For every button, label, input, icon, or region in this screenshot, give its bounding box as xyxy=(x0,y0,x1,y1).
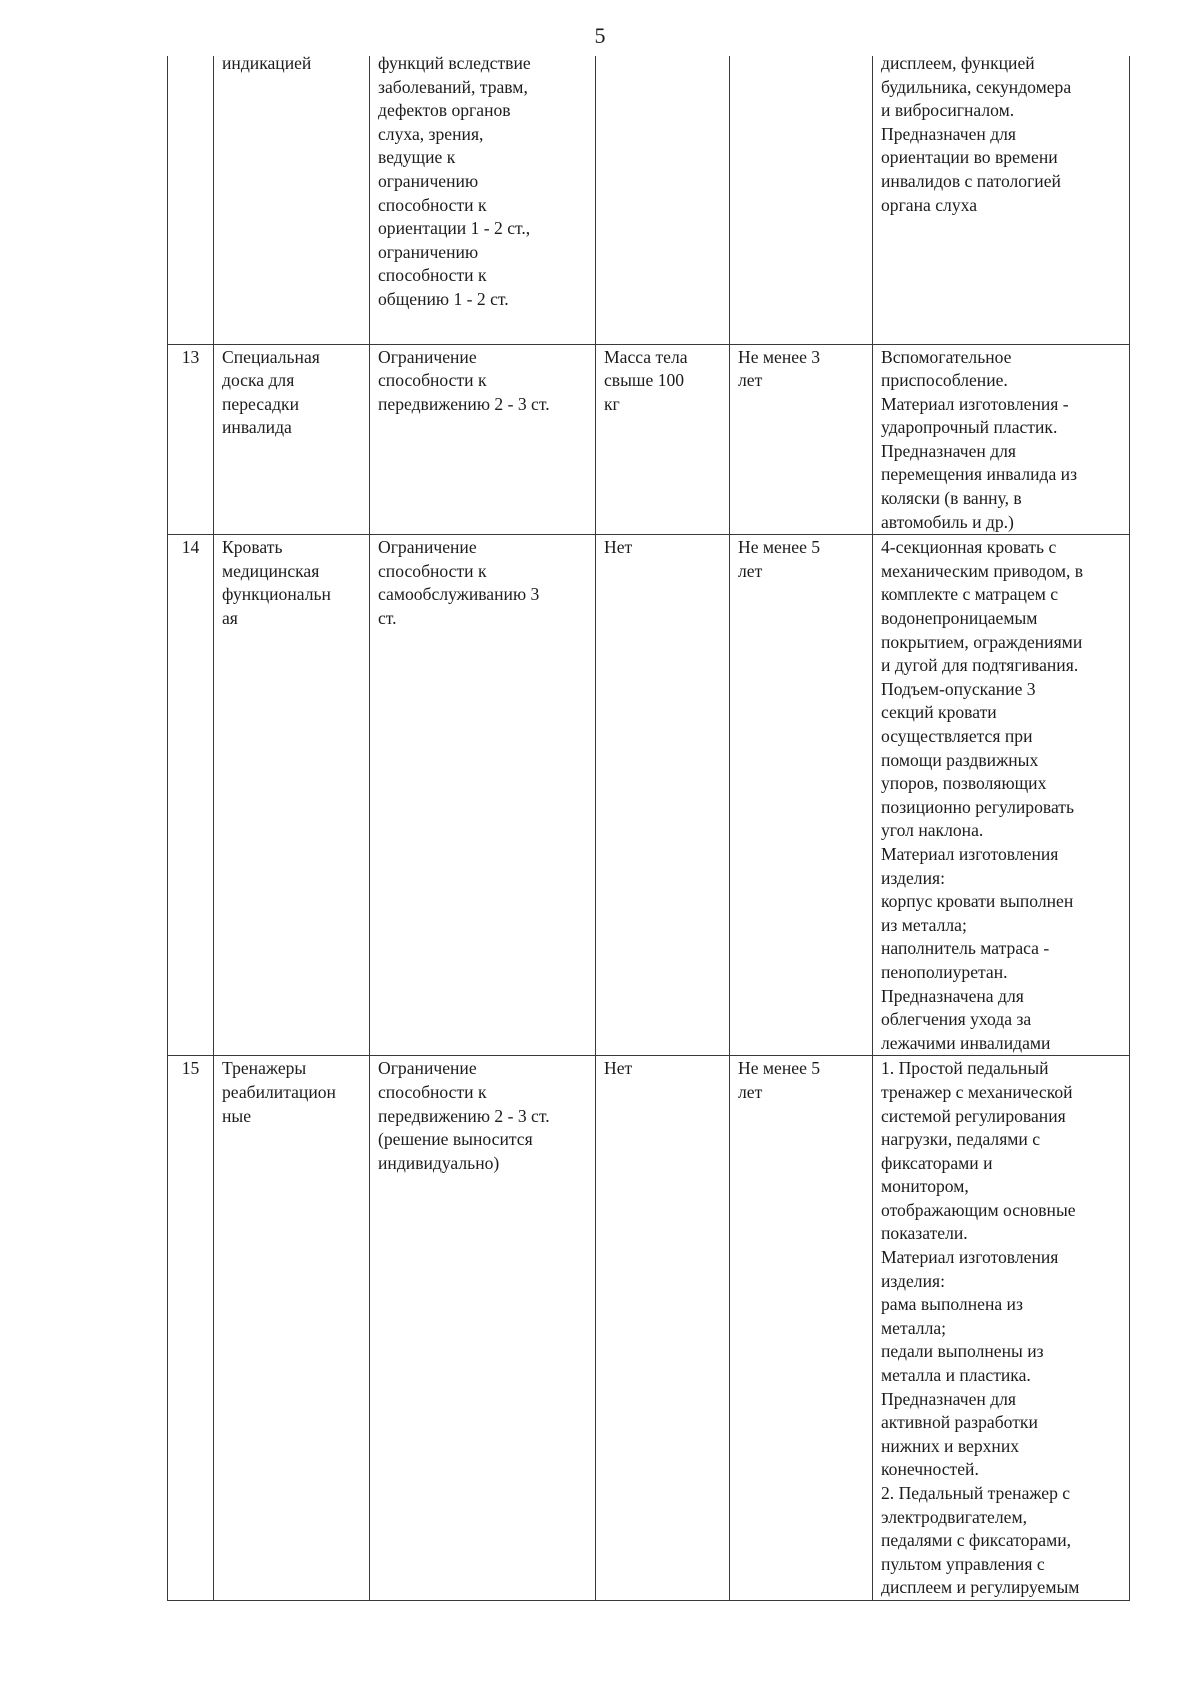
page-number: 5 xyxy=(594,23,606,48)
description-cell xyxy=(873,1056,1130,1601)
contraindications-text: Нет xyxy=(604,537,633,558)
usage-term-text: Не менее 5 лет xyxy=(738,1058,821,1102)
row-number-cell xyxy=(168,535,214,1056)
indications-cell xyxy=(370,1056,596,1601)
usage-term-cell xyxy=(730,1056,873,1601)
contraindications-cell xyxy=(596,56,730,344)
description-cell xyxy=(873,535,1130,1056)
usage-term-cell xyxy=(730,344,873,535)
contraindications-text: Нет xyxy=(604,1058,633,1079)
description-text: 4-секционная кровать с механическим приводом, в комплекте с матрацем с водонепроницаемым покрытием, ограждениями и дугой для подтягивания. Подъем-опускание 3 секций кровати осуществляется при помощи раздвижных упоров, позволяющих позиционно регулировать угол наклона. Материал изготовления изделия: корпус кровати выполнен из металла; наполнитель матраса - пенополиуретан. Предназначена для облегчения ухода за лежачими инвалидами xyxy=(881,537,1084,1053)
table-row xyxy=(168,344,1130,535)
description-text: дисплеем, функцией будильника, секундомера и вибросигналом. Предназначен для ориентации во времени инвалидов с патологией органа слуха xyxy=(881,56,1072,215)
table-row xyxy=(168,56,1130,344)
usage-term-text: Не менее 5 лет xyxy=(738,537,821,581)
row-number-cell xyxy=(168,56,214,344)
description-cell xyxy=(873,56,1130,344)
contraindications-text: Масса тела свыше 100 кг xyxy=(604,346,688,414)
row-number: 13 xyxy=(181,346,200,367)
device-name: Кровать медицинская функциональн ая xyxy=(222,537,331,629)
assistive-devices-table xyxy=(167,56,1130,1601)
indications-cell xyxy=(370,56,596,344)
usage-term-cell xyxy=(730,535,873,1056)
contraindications-cell xyxy=(596,1056,730,1601)
indications-cell xyxy=(370,344,596,535)
device-name: Тренажеры реабилитацион ные xyxy=(222,1058,336,1126)
device-name: индикацией xyxy=(222,56,312,73)
usage-term-text: Не менее 3 лет xyxy=(738,346,821,391)
description-text: 1. Простой педальный тренажер с механической системой регулирования нагрузки, педалями с фиксаторами и монитором, отображающим основные показатели. Материал изготовления изделия: рама выполнена из металла; педали выполнены из металла и пластика. Предназначен для активной разработки нижних и верхних конечностей. 2. Педальный тренажер с электродвигателем, педалями с фиксаторами, пультом управления с дисплеем и регулируемым xyxy=(881,1058,1080,1598)
device-name-cell xyxy=(214,56,370,344)
usage-term-cell xyxy=(730,56,873,344)
indications-text: Ограничение способности к передвижению 2 - 3 ст. xyxy=(378,346,550,414)
row-number-cell xyxy=(168,344,214,535)
table-row xyxy=(168,535,1130,1056)
contraindications-cell xyxy=(596,535,730,1056)
description-cell xyxy=(873,344,1130,535)
row-number-cell xyxy=(168,1056,214,1601)
indications-text: Ограничение способности к самообслуживанию 3 ст. xyxy=(378,537,540,629)
row-number: 15 xyxy=(181,1058,200,1079)
indications-text: Ограничение способности к передвижению 2 - 3 ст. (решение выносится индивидуально) xyxy=(378,1058,550,1173)
device-name-cell xyxy=(214,535,370,1056)
indications-cell xyxy=(370,535,596,1056)
description-text: Вспомогательное приспособление. Материал изготовления - ударопрочный пластик. Предназначен для перемещения инвалида из коляски (в ванну, в автомобиль и др.) xyxy=(881,346,1078,532)
row-number: 14 xyxy=(181,537,200,558)
device-name-cell xyxy=(214,344,370,535)
table-row xyxy=(168,1056,1130,1601)
indications-text: функций вследствие заболеваний, травм, дефектов органов слуха, зрения, ведущие к ограничению способности к ориентации 1 - 2 ст., ограничению способности к общению 1 - 2 ст. xyxy=(378,56,531,309)
device-name: Специальная доска для пересадки инвалида xyxy=(222,346,320,438)
contraindications-cell xyxy=(596,344,730,535)
device-name-cell xyxy=(214,1056,370,1601)
